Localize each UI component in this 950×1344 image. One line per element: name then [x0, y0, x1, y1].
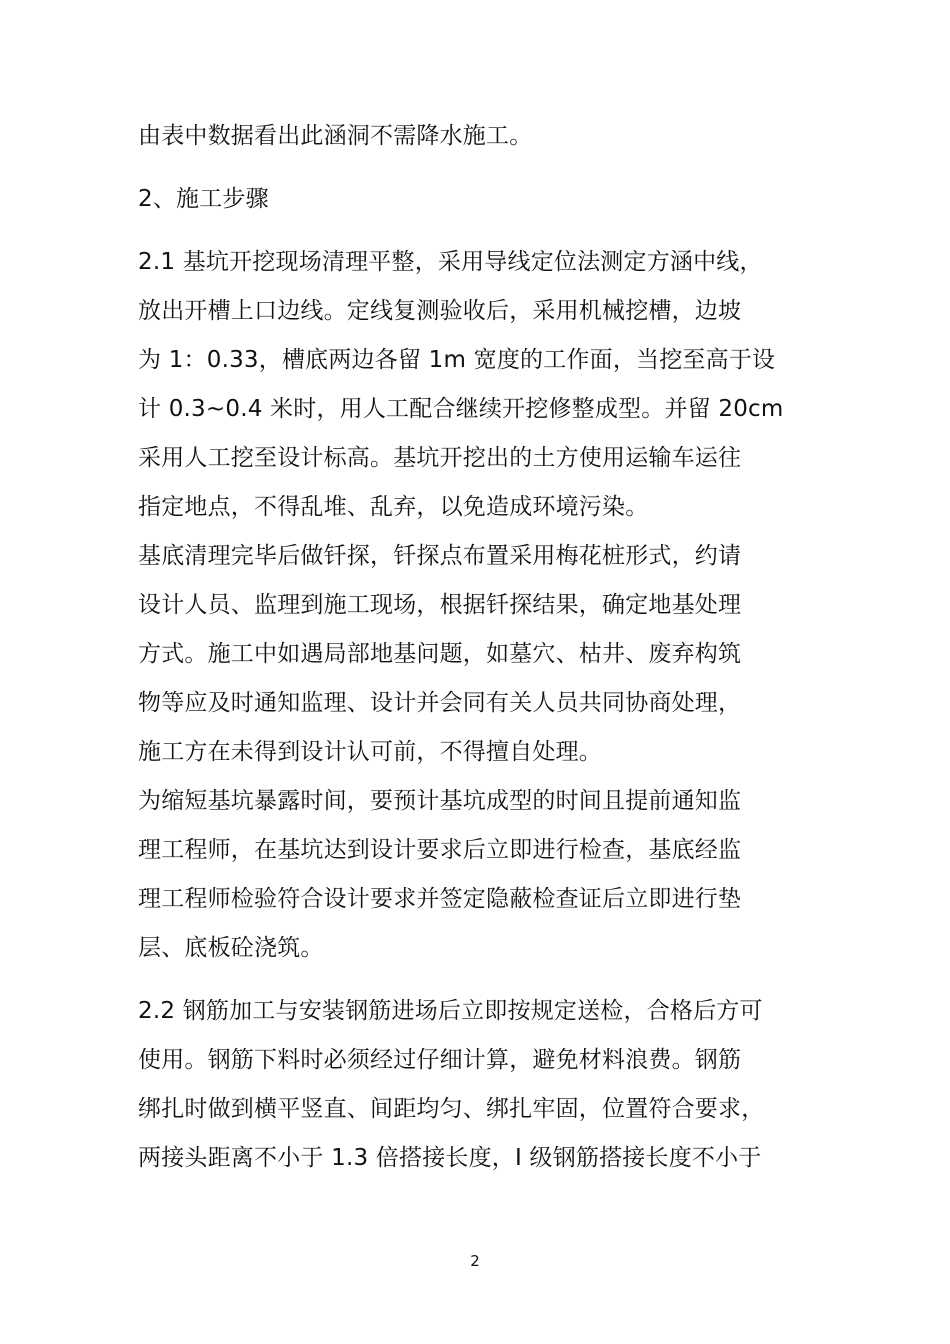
text-line: 使用。钢筋下料时必须经过仔细计算，避免材料浪费。钢筋: [138, 1047, 742, 1073]
text-line: 放出开槽上口边线。定线复测验收后，采用机械挖槽，边坡: [138, 298, 742, 324]
document-body: [138, 112, 814, 1183]
paragraph-excavation: [138, 238, 814, 532]
text-line: 2、施工步骤: [138, 186, 269, 212]
text-line: 为缩短基坑暴露时间，要预计基坑成型的时间且提前通知监: [138, 788, 742, 814]
text-line: 采用人工挖至设计标高。基坑开挖出的土方使用运输车运往: [138, 445, 742, 471]
text-line: 为 1：0.33，槽底两边各留 1m 宽度的工作面，当挖至高于设: [138, 347, 776, 373]
paragraph-no-dewatering: [138, 112, 814, 161]
paragraph-rebar: [138, 987, 814, 1183]
text-line: 设计人员、监理到施工现场，根据钎探结果，确定地基处理: [138, 592, 742, 618]
text-line: 层、底板砼浇筑。: [138, 935, 324, 961]
text-line: 绑扎时做到横平竖直、间距均匀、绑扎牢固，位置符合要求，: [138, 1096, 765, 1122]
text-line: 理工程师，在基坑达到设计要求后立即进行检查，基底经监: [138, 837, 742, 863]
text-line: 物等应及时通知监理、设计并会同有关人员共同协商处理，: [138, 690, 742, 716]
text-line: 理工程师检验符合设计要求并签定隐蔽检查证后立即进行垫: [138, 886, 742, 912]
text-line: 方式。施工中如遇局部地基问题，如墓穴、枯井、废弃构筑: [138, 641, 742, 667]
text-line: 2.2 钢筋加工与安装钢筋进场后立即按规定送检，合格后方可: [138, 998, 763, 1024]
text-line: 指定地点，不得乱堆、乱弃，以免造成环境污染。: [138, 494, 649, 520]
text-line: 计 0.3~0.4 米时，用人工配合继续开挖修整成型。并留 20cm: [138, 396, 784, 422]
text-line: 施工方在未得到设计认可前，不得擅自处理。: [138, 739, 602, 765]
page-number: 2: [470, 1252, 480, 1270]
text-line: 基底清理完毕后做钎探，钎探点布置采用梅花桩形式，约请: [138, 543, 742, 569]
section-heading-construction-steps: [138, 175, 814, 224]
text-line: 两接头距离不小于 1.3 倍搭接长度，I 级钢筋搭接长度不小于: [138, 1145, 762, 1171]
text-line: 2.1 基坑开挖现场清理平整，采用导线定位法测定方涵中线，: [138, 249, 763, 275]
paragraph-probing: [138, 532, 814, 777]
text-line: 由表中数据看出此涵洞不需降水施工。: [138, 123, 533, 149]
paragraph-inspection: [138, 777, 814, 973]
